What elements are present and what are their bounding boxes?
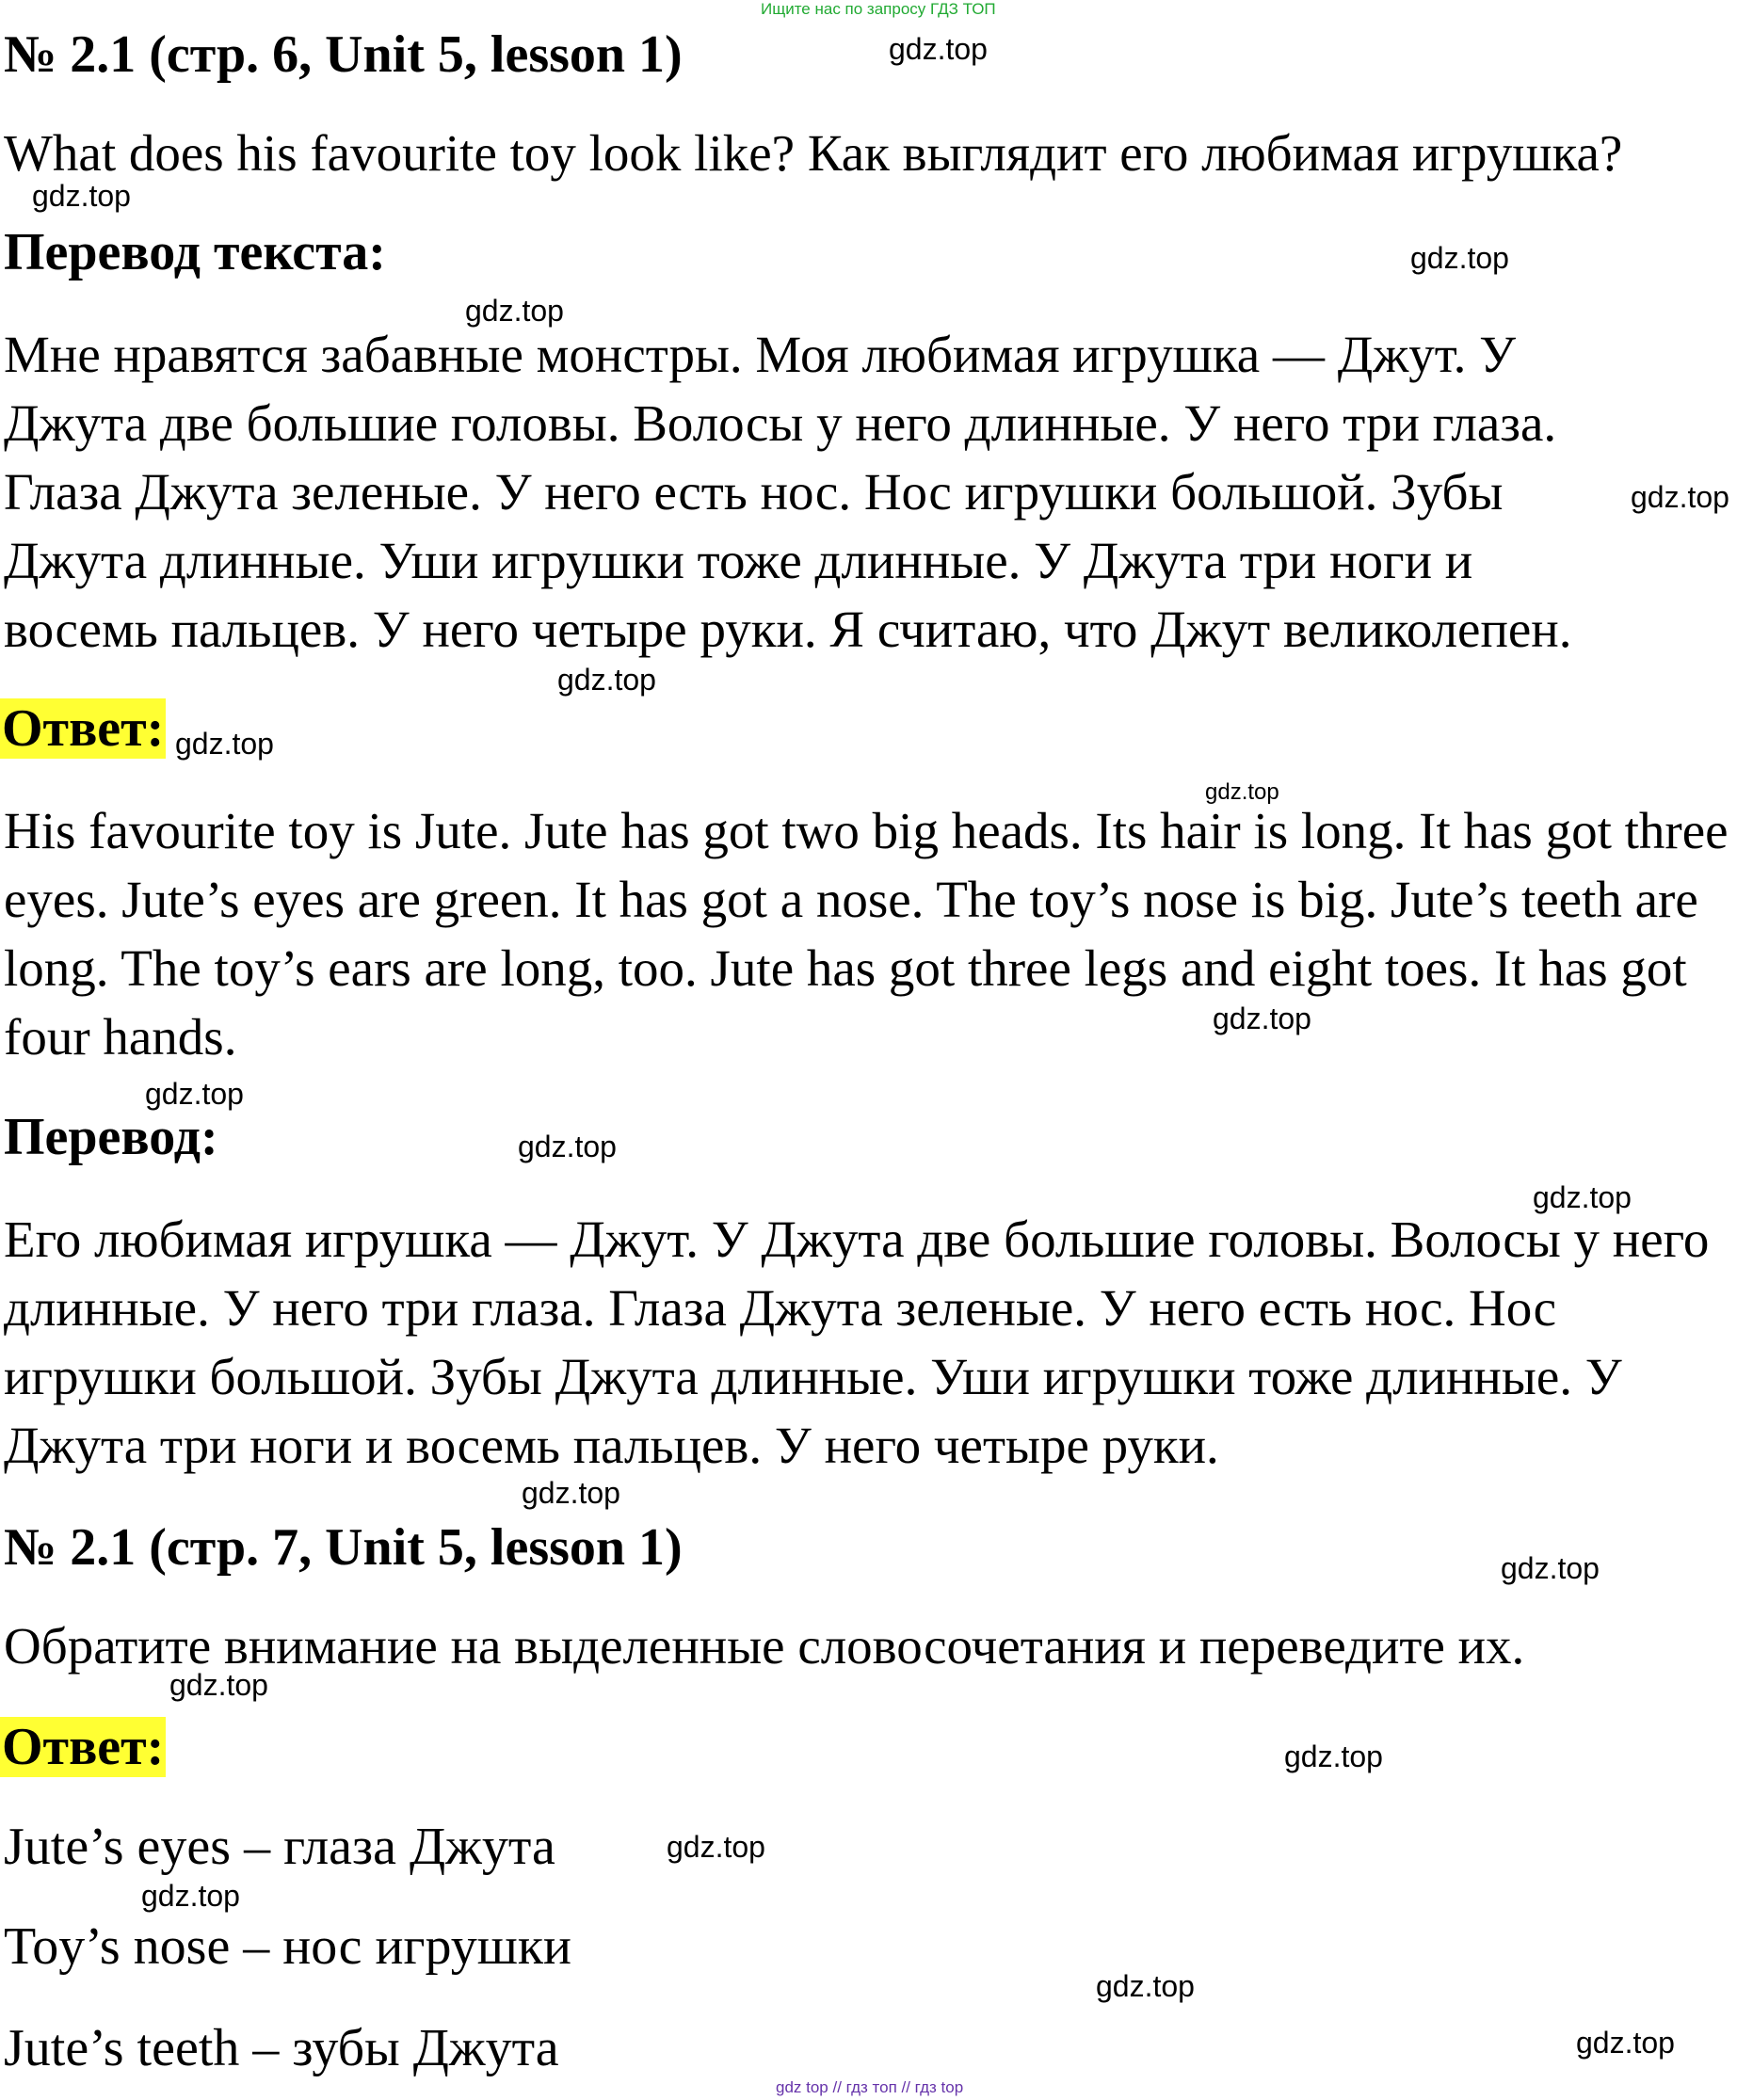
watermark: gdz.top bbox=[1410, 241, 1509, 275]
watermark: gdz.top bbox=[1631, 480, 1729, 514]
watermark: gdz.top bbox=[32, 179, 131, 213]
watermark: gdz.top bbox=[175, 727, 274, 761]
watermark: gdz.top bbox=[1533, 1180, 1632, 1214]
watermark: gdz.top bbox=[1284, 1739, 1383, 1773]
answer-translation-text: Его любимая игрушка — Джут. У Джута две большие головы. Волосы у него длинные. У него три глаза. Глаза Джута зеленые. У него есть нос. Нос игрушки большой. Зубы Джута длинные. Уши игрушки тоже длинные. У Джута три ноги и восемь пальцев. У него четыре руки. bbox=[4, 1210, 1710, 1474]
watermark: gdz.top bbox=[169, 1668, 268, 1702]
watermark: gdz.top bbox=[145, 1077, 244, 1111]
watermark: gdz.top bbox=[667, 1830, 765, 1864]
translation-text: Мне нравятся забавные монстры. Моя любимая игрушка — Джут. У Джута две большие головы. Волосы у него длинные. У него три глаза. Глаза Джута зеленые. У него есть нос. Нос игрушки большой. Зубы Джута длинные. Уши игрушки тоже длинные. У Джута три ноги и восемь пальцев. У него четыре руки. Я считаю, что Джут великолепен. bbox=[4, 326, 1572, 658]
watermark: gdz.top bbox=[1213, 1002, 1311, 1035]
section2-task: Обратите внимание на выделенные словосочетания и переведите их. bbox=[4, 1617, 1525, 1675]
watermark: gdz.top bbox=[1205, 779, 1279, 805]
section1-question: What does his favourite toy look like? Как выглядит его любимая игрушка? bbox=[4, 124, 1623, 182]
watermark: gdz.top bbox=[1501, 1551, 1600, 1585]
answer-text: His favourite toy is Jute. Jute has got two big heads. Its hair is long. It has got three eyes. Jute’s eyes are green. It has got a nose. The toy’s nose is big. Jute’s teeth are long. The toy’s ears are long, too. Jute has got three legs and eight toes. It has got four hands. bbox=[4, 802, 1729, 1066]
section1-heading: № 2.1 (стр. 6, Unit 5, lesson 1) bbox=[4, 25, 683, 84]
phrase-item: Jute’s eyes – глаза Джута bbox=[4, 1818, 555, 1876]
watermark: gdz.top bbox=[1096, 1969, 1195, 2003]
watermark: gdz.top bbox=[465, 294, 564, 328]
section2-heading: № 2.1 (стр. 7, Unit 5, lesson 1) bbox=[4, 1518, 683, 1577]
watermark: gdz.top bbox=[518, 1130, 617, 1163]
top-search-note: Ищите нас по запросу ГДЗ ТОП bbox=[761, 0, 996, 18]
phrase-item: Toy’s nose – нос игрушки bbox=[4, 1917, 572, 1976]
answer-translation-heading: Перевод: bbox=[4, 1108, 218, 1166]
answer-label: Ответ: bbox=[2, 1718, 165, 1776]
watermark: gdz.top bbox=[557, 663, 656, 697]
translation-heading: Перевод текста: bbox=[4, 223, 386, 281]
bottom-note: gdz top // гдз топ // гдз top bbox=[776, 2078, 964, 2096]
watermark: gdz.top bbox=[1576, 2026, 1675, 2060]
watermark: gdz.top bbox=[522, 1476, 620, 1510]
answer-label: Ответ: bbox=[2, 699, 165, 758]
watermark: gdz.top bbox=[141, 1879, 240, 1913]
watermark: gdz.top bbox=[889, 32, 988, 66]
phrase-item: Jute’s teeth – зубы Джута bbox=[4, 2019, 559, 2077]
